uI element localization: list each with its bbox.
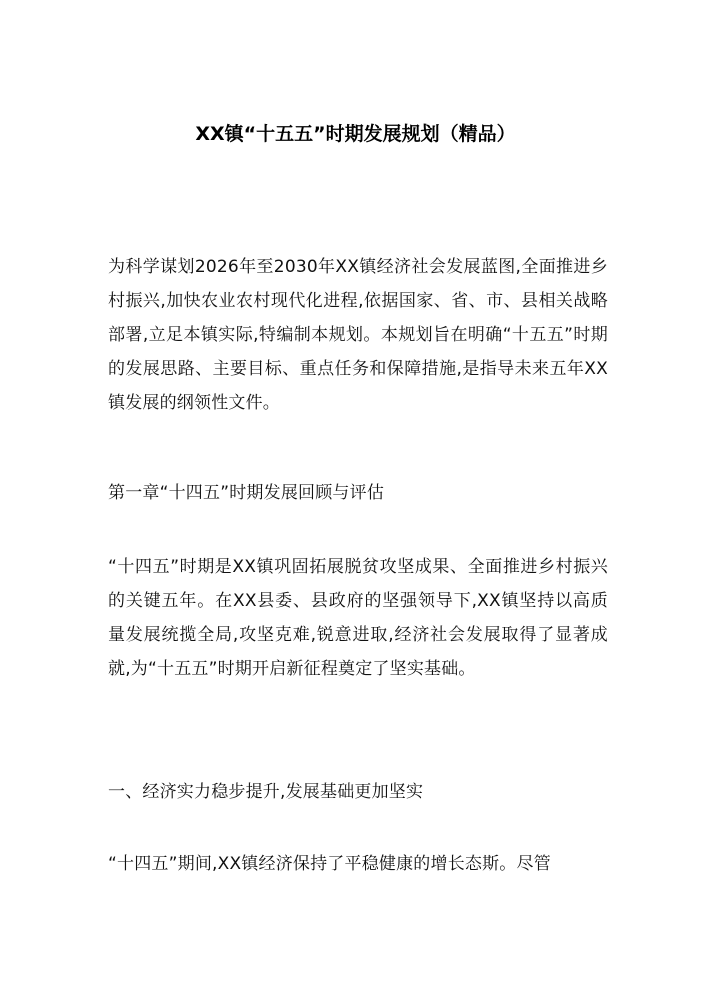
section-heading: 一、经济实力稳步提升,发展基础更加坚实 (108, 782, 424, 802)
chapter-heading: 第一章“十四五”时期发展回顾与评估 (108, 483, 385, 503)
section-paragraph: “十四五”期间,XX镇经济保持了平稳健康的增长态斯。尽管 (108, 854, 551, 874)
document-title: XX镇“十五五”时期发展规划（精品） (195, 123, 516, 145)
review-paragraph: “十四五”时期是XX镇巩固拓展脱贫攻坚成果、全面推进乡村振兴的关键五年。在XX县委、县政府的坚强领导下,XX镇坚持以高质量发展统揽全局,攻坚克难,锐意进取,经济社会发展取得了显著成就,为“十五五”时期开启新征程奠定了坚实基础。 (108, 557, 608, 679)
intro-paragraph: 为科学谋划2026年至2030年XX镇经济社会发展蓝图,全面推进乡村振兴,加快农业农村现代化进程,依据国家、省、市、县相关战略部署,立足本镇实际,特编制本规划。本规划旨在明确“十五五”时期的发展思路、主要目标、重点任务和保障措施,是指导未来五年XX镇发展的纲领性文件。 (108, 257, 608, 413)
